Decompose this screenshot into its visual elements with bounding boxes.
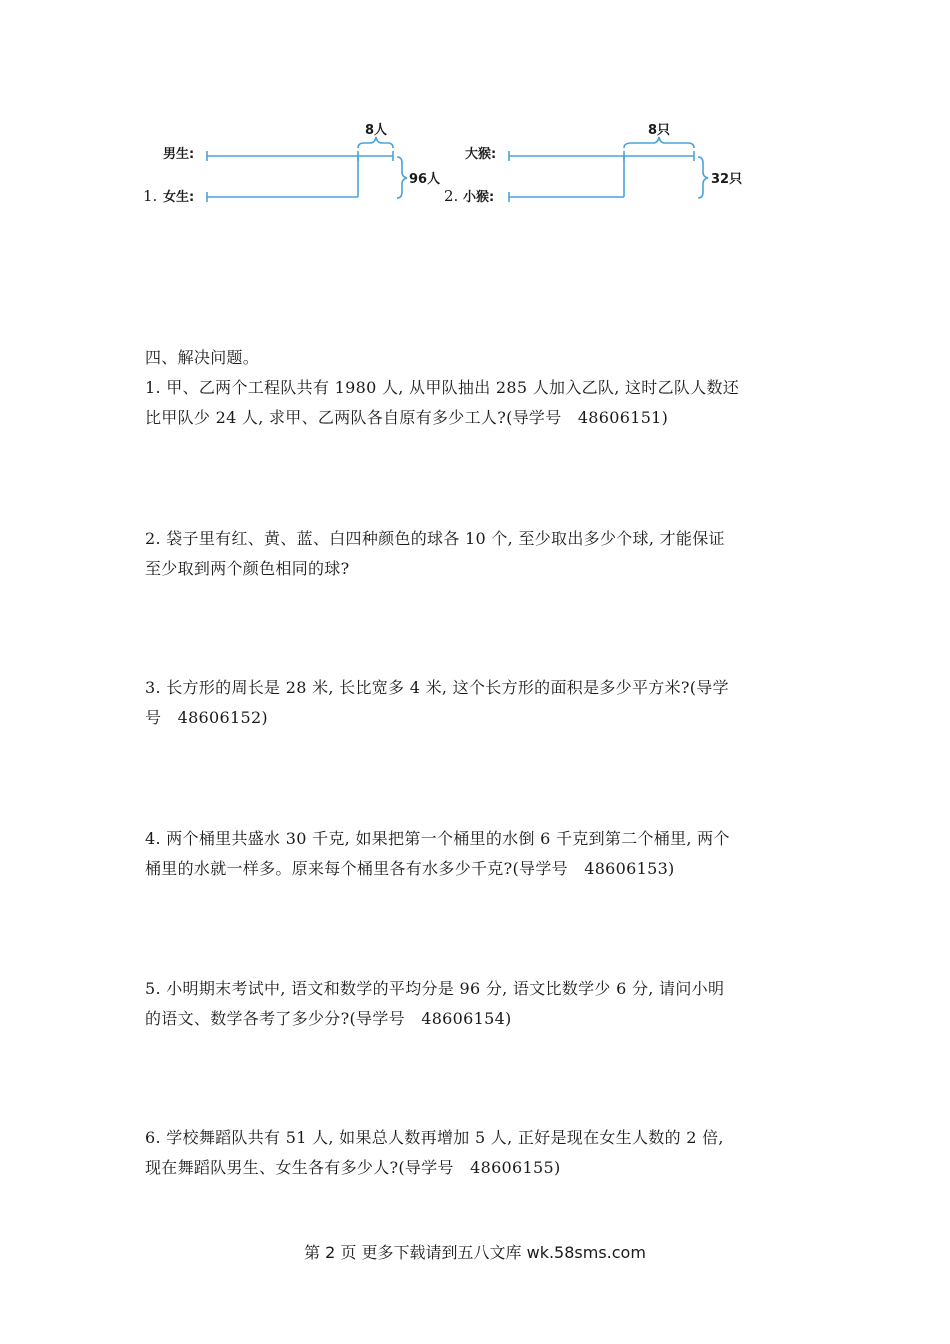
diff-brace (358, 137, 393, 148)
question-1-line2: 比甲队少 24 人, 求甲、乙两队各自原有多少工人?(导学号 48606151) (145, 408, 669, 427)
diagram1-total-label: 96人 (409, 172, 441, 187)
diff-brace (624, 137, 694, 148)
diagram1-diff-label: 8人 (365, 123, 388, 138)
question-3 (145, 673, 810, 733)
section-title: 四、解决问题。 (145, 348, 260, 367)
question-2-line1: 2. 袋子里有红、黄、蓝、白四种颜色的球各 10 个, 至少取出多少个球, 才能保证 (145, 529, 725, 548)
question-2 (145, 524, 810, 584)
section-heading (145, 343, 810, 373)
diagram2-row1-label: 大猴: (465, 147, 497, 162)
total-brace (397, 157, 407, 198)
question-1-line1: 1. 甲、乙两个工程队共有 1980 人, 从甲队抽出 285 人加入乙队, 这时乙队人数还 (145, 378, 740, 397)
question-6 (145, 1123, 810, 1183)
question-6-line2: 现在舞蹈队男生、女生各有多少人?(导学号 48606155) (145, 1158, 561, 1177)
total-brace (698, 157, 708, 198)
question-5 (145, 974, 810, 1034)
diagram2-number: 2. (444, 187, 459, 205)
diagram1-row1-label: 男生: (163, 147, 195, 162)
question-4-line2: 桶里的水就一样多。原来每个桶里各有水多少千克?(导学号 48606153) (145, 859, 675, 878)
page-footer (0, 1240, 950, 1263)
question-2-line2: 至少取到两个颜色相同的球? (145, 559, 350, 578)
question-3-line2: 号 48606152) (145, 708, 268, 727)
question-4 (145, 824, 810, 884)
diagram-monkeys (444, 123, 742, 205)
question-3-line1: 3. 长方形的周长是 28 米, 长比宽多 4 米, 这个长方形的面积是多少平方米?(导学 (145, 678, 729, 697)
question-5-line1: 5. 小明期末考试中, 语文和数学的平均分是 96 分, 语文比数学少 6 分, 请问小明 (145, 979, 725, 998)
question-4-line1: 4. 两个桶里共盛水 30 千克, 如果把第一个桶里的水倒 6 千克到第二个桶里, 两个 (145, 829, 730, 848)
diagram2-diff-label: 8只 (648, 123, 671, 138)
diagram-boys-girls (143, 123, 440, 205)
footer-text: 第 2 页 更多下载请到五八文库 wk.58sms.com (304, 1243, 646, 1262)
question-1 (145, 373, 810, 433)
question-6-line1: 6. 学校舞蹈队共有 51 人, 如果总人数再增加 5 人, 正好是现在女生人数的 2 倍, (145, 1128, 724, 1147)
question-5-line2: 的语文、数学各考了多少分?(导学号 48606154) (145, 1009, 512, 1028)
diagram1-number: 1. (143, 187, 158, 205)
diagram2-total-label: 32只 (711, 172, 743, 187)
diagram1-row2-label: 女生: (163, 190, 195, 205)
diagram2-row2-label: 小猴: (463, 190, 495, 205)
segment-diagrams (0, 0, 950, 260)
